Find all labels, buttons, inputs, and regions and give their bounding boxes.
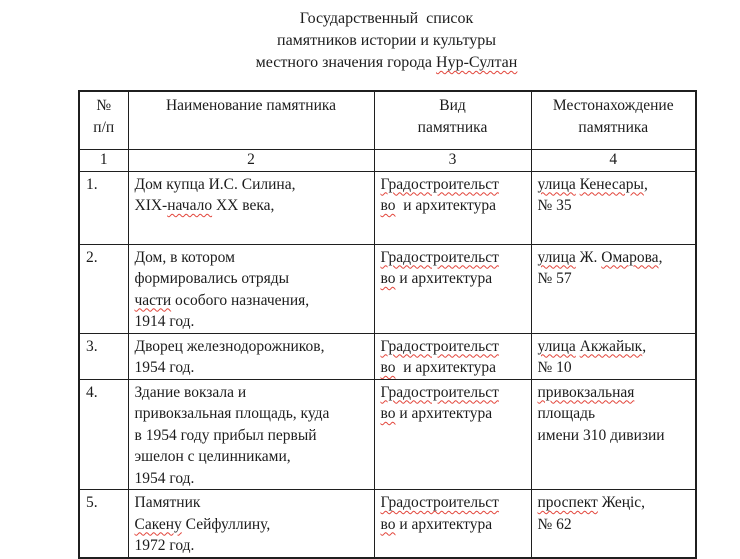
row-2-name-line — [135, 268, 370, 290]
text-segment: Наименование памятника — [165, 97, 337, 114]
row-5-location-line — [538, 514, 692, 536]
row-1-location-line — [538, 174, 692, 196]
table-row — [79, 333, 696, 379]
row-1-location-cell — [531, 171, 696, 244]
row-5-name-line — [135, 514, 370, 536]
table-row — [79, 379, 696, 490]
misspelled-text: улица — [537, 248, 576, 266]
row-5-location-line — [538, 492, 692, 514]
text-segment: Вид — [439, 97, 466, 114]
header-type-line — [377, 95, 529, 117]
document-title — [78, 8, 695, 74]
header-num-line — [82, 95, 126, 117]
text-segment: Ж. — [575, 248, 602, 266]
misspelled-text: во — [380, 197, 396, 214]
text-segment: Сейфуллину, — [181, 515, 271, 533]
row-5-num-cell: 5. — [79, 490, 128, 558]
text-segment: 1914 год. — [134, 313, 195, 330]
row-4-name-line — [135, 468, 370, 490]
text-segment: XX века, — [212, 197, 275, 214]
misspelled-text: части — [134, 291, 172, 309]
row-4-name-line — [135, 403, 370, 425]
text-segment: Дом купца И.С. Силина, — [134, 175, 296, 193]
text-segment: № — [96, 97, 112, 114]
text-segment: и архитектура — [395, 515, 493, 533]
row-4-name-line — [135, 425, 370, 447]
misspelled-text: Нур-Султан — [436, 54, 518, 71]
row-5-type-cell — [374, 490, 531, 558]
row-4-num-cell: 4. — [79, 379, 128, 490]
text-segment: Дворец железнодорожников, — [134, 337, 325, 355]
text-segment: Местонахождение — [552, 97, 674, 114]
text-segment: и архитектура — [395, 359, 496, 376]
misspelled-text: Кенесары — [579, 175, 644, 193]
misspelled-text: во — [380, 359, 396, 376]
row-1-type-line — [381, 174, 527, 196]
row-1-name-line — [135, 174, 370, 196]
row-1-name-line — [135, 195, 370, 217]
misspelled-text: улица — [537, 175, 576, 193]
document-page — [0, 8, 740, 559]
text-segment: в 1954 году прибыл первый — [134, 426, 317, 444]
row-4-name-line — [135, 446, 370, 468]
row-3-location-cell — [531, 333, 696, 379]
header-location-line — [534, 95, 694, 117]
row-5-type-line — [381, 514, 527, 536]
row-5-name-line — [135, 535, 370, 557]
row-2-name-line — [135, 247, 370, 269]
text-segment: имени 310 дивизии — [537, 426, 665, 444]
misspelled-text: Градостроительст — [380, 383, 499, 401]
title-line — [78, 30, 695, 52]
row-3-type-line — [381, 357, 527, 379]
misspelled-text: Сакену — [134, 515, 182, 533]
text-segment: особого назначения, — [171, 291, 310, 309]
text-segment: местного значения города — [255, 54, 437, 71]
row-5-name-cell — [128, 490, 374, 558]
text-segment: Дом, в котором — [134, 248, 235, 266]
misspelled-text: Градостроительст — [380, 494, 499, 511]
row-1-name-cell — [128, 171, 374, 244]
text-segment: площадь — [537, 405, 596, 422]
misspelled-text: Градостроительст — [380, 175, 499, 193]
row-5-type-line — [381, 492, 527, 514]
text-segment: памятников истории и культуры — [277, 32, 496, 49]
row-4-location-line — [538, 403, 692, 425]
text-segment: и архитектура — [395, 405, 493, 422]
text-segment: п/п — [93, 119, 115, 136]
text-segment: привокзальная площадь, куда — [134, 405, 330, 422]
row-3-type-cell — [374, 333, 531, 379]
text-segment: 1954 год. — [134, 469, 195, 487]
row-3-location-line — [538, 336, 692, 358]
misspelled-text: начало — [167, 197, 213, 214]
row-4-location-line — [538, 382, 692, 404]
index-cell-2: 2 — [128, 149, 374, 171]
text-segment: XIX- — [134, 197, 168, 214]
row-4-type-line — [381, 403, 527, 425]
column-index-row — [79, 149, 696, 171]
text-segment: Памятник — [134, 494, 201, 511]
row-2-location-line — [538, 247, 692, 269]
row-3-type-line — [381, 336, 527, 358]
row-3-num-cell: 3. — [79, 333, 128, 379]
misspelled-text: Омарова — [601, 248, 659, 266]
row-1-num-cell: 1. — [79, 171, 128, 244]
text-segment: № 62 — [537, 515, 572, 533]
table-header-row — [79, 91, 696, 149]
text-segment: № 10 — [537, 359, 572, 376]
header-num-line — [82, 117, 126, 139]
row-2-location-cell — [531, 244, 696, 333]
index-cell-4: 4 — [531, 149, 696, 171]
misspelled-text: во — [380, 405, 396, 422]
text-segment: 1954 год. — [134, 359, 195, 376]
header-name-line — [131, 95, 372, 117]
row-4-type-cell — [374, 379, 531, 490]
header-cell-name — [128, 91, 374, 149]
misspelled-text: проспект — [537, 494, 598, 511]
text-segment: № 57 — [537, 270, 572, 287]
text-segment: № 35 — [537, 197, 572, 214]
misspelled-text: Градостроительст — [380, 248, 499, 266]
row-3-name-cell — [128, 333, 374, 379]
text-segment: Здание вокзала и — [134, 383, 247, 401]
row-4-location-line — [538, 425, 692, 447]
row-2-num-cell: 2. — [79, 244, 128, 333]
row-2-type-line — [381, 247, 527, 269]
header-cell-type — [374, 91, 531, 149]
row-5-location-cell — [531, 490, 696, 558]
text-segment: и архитектура — [395, 270, 493, 287]
monuments-table — [78, 90, 697, 559]
misspelled-text: улица — [537, 337, 576, 355]
header-cell-location — [531, 91, 696, 149]
index-cell-3: 3 — [374, 149, 531, 171]
row-2-name-cell — [128, 244, 374, 333]
row-4-location-cell — [531, 379, 696, 490]
row-4-type-line — [381, 382, 527, 404]
table-row — [79, 490, 696, 558]
text-segment: и архитектура — [395, 197, 496, 214]
row-1-location-line — [538, 195, 692, 217]
index-cell-1: 1 — [79, 149, 128, 171]
misspelled-text: привокзальная — [537, 383, 635, 401]
row-2-type-cell — [374, 244, 531, 333]
title-line — [78, 52, 695, 74]
header-cell-num — [79, 91, 128, 149]
text-segment: Государственный список — [299, 10, 474, 27]
title-line — [78, 8, 695, 30]
text-segment: эшелон с целинниками, — [134, 448, 291, 465]
text-segment: , — [643, 175, 648, 193]
row-5-name-line — [135, 492, 370, 514]
row-2-type-line — [381, 268, 527, 290]
misspelled-text: во — [380, 270, 396, 287]
misspelled-text: Акжайык — [579, 337, 643, 355]
row-3-name-line — [135, 336, 370, 358]
row-4-name-line — [135, 382, 370, 404]
row-4-name-cell — [128, 379, 374, 490]
text-segment: Жеңіс, — [597, 494, 646, 511]
text-segment: памятника — [417, 119, 488, 136]
text-segment: 1972 год. — [134, 537, 195, 554]
row-2-name-line — [135, 290, 370, 312]
row-3-location-line — [538, 357, 692, 379]
row-2-location-line — [538, 268, 692, 290]
text-segment: памятника — [578, 119, 649, 136]
misspelled-text: во — [380, 515, 396, 533]
text-segment: , — [658, 248, 663, 266]
text-segment: формировались отряды — [134, 270, 290, 287]
row-2-name-line — [135, 311, 370, 333]
table-row — [79, 244, 696, 333]
table-row — [79, 171, 696, 244]
header-location-line — [534, 117, 694, 139]
text-segment: , — [642, 337, 647, 355]
row-1-type-line — [381, 195, 527, 217]
header-type-line — [377, 117, 529, 139]
row-3-name-line — [135, 357, 370, 379]
row-1-type-cell — [374, 171, 531, 244]
misspelled-text: Градостроительст — [380, 337, 499, 355]
